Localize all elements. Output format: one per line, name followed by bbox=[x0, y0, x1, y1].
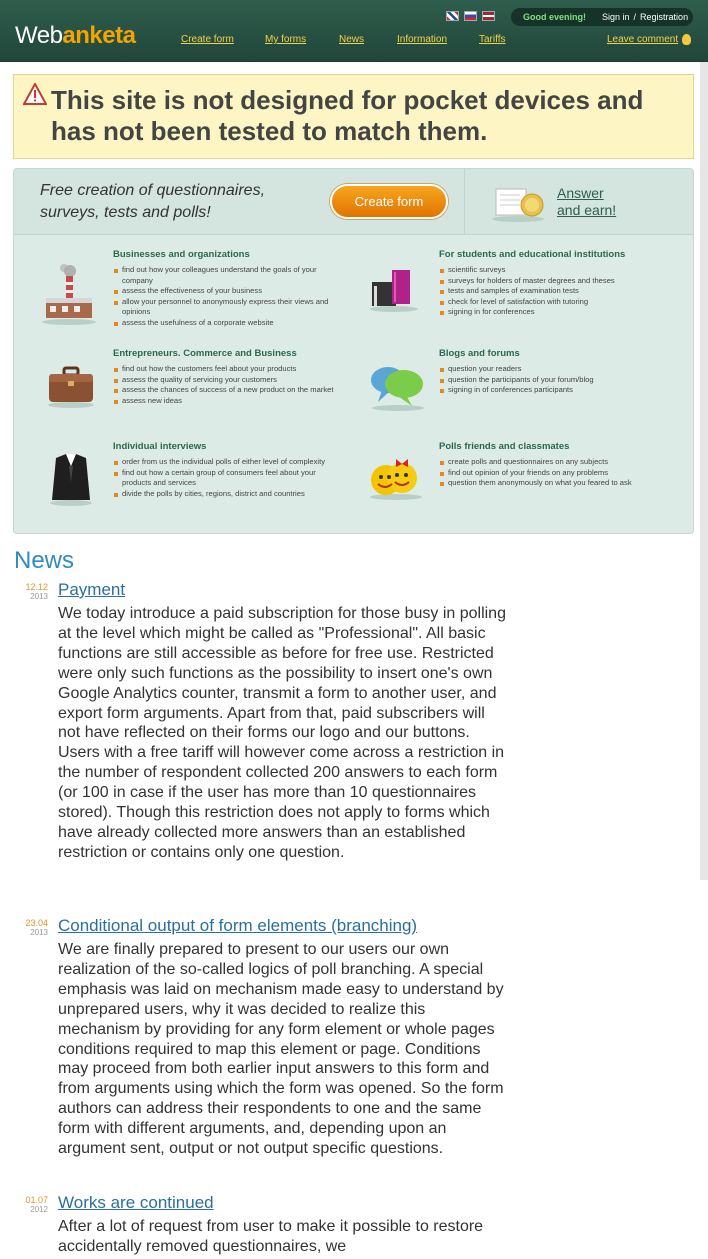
promo-panel bbox=[13, 168, 694, 534]
books-icon bbox=[368, 266, 420, 312]
user-bar bbox=[511, 8, 693, 26]
category-title: Entrepreneurs. Commerce and Business bbox=[113, 348, 297, 359]
category-item: find out opinion of your friends on any problems bbox=[439, 468, 684, 479]
category-title: Businesses and organizations bbox=[113, 249, 250, 260]
category-blogs bbox=[439, 348, 679, 396]
category-businesses bbox=[113, 249, 333, 328]
smiley-faces-icon bbox=[366, 456, 426, 500]
category-students bbox=[439, 249, 679, 318]
category-title: For students and educational institutions bbox=[439, 249, 626, 260]
category-friends bbox=[439, 441, 684, 489]
category-item: assess new ideas bbox=[113, 396, 338, 407]
category-item: assess the usefulness of a corporate website bbox=[113, 318, 333, 329]
suit-jacket-icon bbox=[48, 452, 94, 506]
category-item: question the participants of your forum/blog bbox=[439, 375, 679, 386]
mobile-warning-banner bbox=[13, 74, 694, 159]
promo-top bbox=[14, 169, 693, 235]
sign-in-link[interactable]: Sign in bbox=[602, 12, 630, 22]
warning-text: This site is not designed for pocket devices and has not been tested to match them. bbox=[51, 85, 644, 146]
nav-my-forms[interactable]: My forms bbox=[265, 34, 307, 45]
divider bbox=[464, 169, 465, 235]
news-headline-link[interactable]: Payment bbox=[58, 580, 126, 599]
news-headline-link[interactable]: Conditional output of form elements (branching) bbox=[58, 916, 418, 935]
briefcase-icon bbox=[46, 364, 96, 408]
nav-news[interactable]: News bbox=[339, 34, 365, 45]
category-title: Polls friends and classmates bbox=[439, 441, 570, 452]
separator: / bbox=[633, 12, 637, 22]
scrollbar[interactable] bbox=[700, 62, 708, 880]
news-body: After a lot of request from user to make it possible to restore accidentally removed questionnaires, we bbox=[58, 1218, 484, 1255]
nav-information[interactable]: Information bbox=[397, 34, 448, 45]
news-date: 01.07 2012 bbox=[25, 1195, 48, 1214]
site-logo[interactable]: Webanketa bbox=[15, 22, 136, 49]
news-body: We are finally prepared to present to our users our own realization of the so-called logics of poll branching. A special emphasis was laid on mechanism made easy to understand by unprepared users, why it was decided to realize this mechanism by providing for any form element or whole pages conditions required to map this element or page. Conditions may proceed from both earlier input answers to this form and from arguments using which the form was opened. So the form authors can address their respondents to one and the same form with different arguments, and, depending upon an argument sent, output or not output specific questions. bbox=[58, 941, 504, 1158]
lightbulb-icon bbox=[682, 34, 691, 45]
flag-english-icon[interactable] bbox=[446, 11, 459, 21]
language-selector bbox=[446, 11, 495, 21]
category-item: order from us the individual polls of either level of complexity bbox=[113, 457, 338, 468]
news-body: We today introduce a paid subscription for those busy in polling at the level which might be called as "Professional". All basic functions are still accessible as before for free use. Restricted were only such functions as the possibility to insert one's own Google Analytics counter, transmit a form to another user, and export form arguments. Apart from that, paid subscribers will not have reflected on their forms our logo and our buttons. Users with a free tariff will however come across a restriction in the number of respondent collected 200 answers to each form (or 100 in case if the user has more than 10 questionnaires stored). Though this restriction does not apply to forms which have already collected more answers than an established restriction or contains only one question. bbox=[58, 605, 506, 861]
category-item: find out how a certain group of consumers feel about your products and services bbox=[113, 468, 338, 489]
greeting-text: Good evening! bbox=[523, 12, 586, 22]
category-item: tests and samples of examination tests bbox=[439, 286, 679, 297]
flag-latvian-icon[interactable] bbox=[482, 11, 495, 21]
category-item: create polls and questionnaires on any subjects bbox=[439, 457, 684, 468]
category-title: Blogs and forums bbox=[439, 348, 520, 359]
chat-bubbles-icon bbox=[368, 362, 428, 412]
category-item: find out how the customers feel about your products bbox=[113, 364, 338, 375]
category-item: allow your personnel to anonymously express their views and opinions bbox=[113, 297, 333, 318]
category-item: find out how your colleagues understand the goals of your company bbox=[113, 265, 333, 286]
answer-and-earn-link[interactable]: Answer and earn! bbox=[557, 185, 617, 218]
nav-create-form[interactable]: Create form bbox=[181, 34, 234, 45]
questionnaire-coin-icon bbox=[490, 183, 548, 223]
category-item: signing in of conferences participants bbox=[439, 385, 679, 396]
create-form-button[interactable]: Create form bbox=[330, 184, 448, 219]
promo-tagline: Free creation of questionnaires, surveys, tests and polls! bbox=[40, 182, 266, 221]
leave-comment-link[interactable]: Leave comment bbox=[607, 34, 691, 45]
news-date: 12.12 2013 bbox=[25, 582, 48, 601]
category-item: assess the chances of success of a new product on the market bbox=[113, 385, 338, 396]
category-item: assess the effectiveness of your business bbox=[113, 286, 333, 297]
factory-icon bbox=[40, 262, 98, 326]
registration-link[interactable]: Registration bbox=[640, 12, 689, 22]
category-item: scientific surveys bbox=[439, 265, 679, 276]
news-headline-link[interactable]: Works are continued bbox=[58, 1193, 214, 1212]
category-item: divide the polls by cities, regions, district and countries bbox=[113, 489, 338, 500]
category-item: question your readers bbox=[439, 364, 679, 375]
category-title: Individual interviews bbox=[113, 441, 207, 452]
nav-tariffs[interactable]: Tariffs bbox=[479, 34, 506, 45]
news-date: 23.04 2013 bbox=[25, 918, 48, 937]
warning-icon bbox=[23, 83, 47, 105]
news-heading: News bbox=[14, 547, 75, 574]
category-item: check for level of satisfaction with tutoring bbox=[439, 297, 679, 308]
category-item: surveys for holders of master degrees and theses bbox=[439, 276, 679, 287]
category-entrepreneurs bbox=[113, 348, 338, 406]
category-item: signing in for conferences bbox=[439, 307, 679, 318]
category-interviews bbox=[113, 441, 338, 499]
site-header bbox=[0, 0, 708, 62]
flag-russian-icon[interactable] bbox=[464, 11, 477, 21]
category-item: assess the quality of servicing your customers bbox=[113, 375, 338, 386]
category-item: question them anonymously on what you feared to ask bbox=[439, 478, 684, 489]
